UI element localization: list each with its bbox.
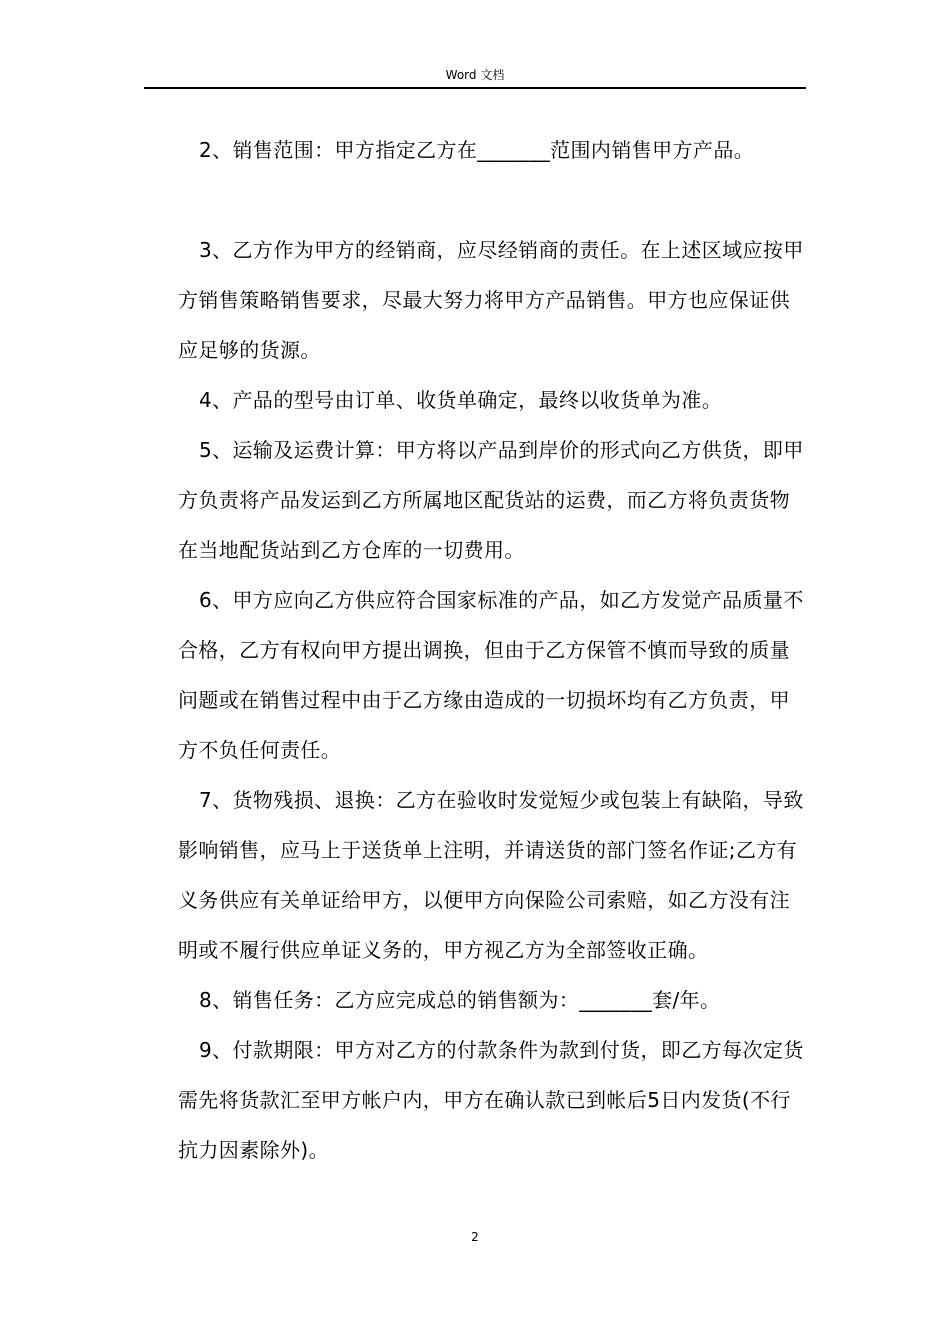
paragraph-clause-3: 3、乙方作为甲方的经销商，应尽经销商的责任。在上述区域应按甲方销售策略销售要求，尽最大努力将甲方产品销售。甲方也应保证供应足够的货源。 — [178, 238, 804, 362]
paragraph-clause-8: 8、销售任务：乙方应完成总的销售额为：_______套/年。 — [199, 988, 721, 1012]
document-body — [178, 125, 808, 1175]
paragraph-clause-2: 2、销售范围：甲方指定乙方在_______范围内销售甲方产品。 — [199, 138, 755, 162]
paragraph-clause-5: 5、运输及运费计算：甲方将以产品到岸价的形式向乙方供货，即甲方负责将产品发运到乙方所属地区配货站的运费，而乙方将负责货物在当地配货站到乙方仓库的一切费用。 — [178, 438, 804, 562]
paragraph-clause-4: 4、产品的型号由订单、收货单确定，最终以收货单为准。 — [199, 388, 723, 412]
header-divider — [144, 87, 806, 89]
paragraph-clause-6: 6、甲方应向乙方供应符合国家标准的产品，如乙方发觉产品质量不合格，乙方有权向甲方提出调换，但由于乙方保管不慎而导致的质量问题或在销售过程中由于乙方缘由造成的一切损坏均有乙方负责，甲方不负任何责任。 — [178, 588, 804, 762]
paragraph-clause-9: 9、付款期限：甲方对乙方的付款条件为款到付货，即乙方每次定货需先将货款汇至甲方帐户内，甲方在确认款已到帐后5日内发货(不行抗力因素除外)。 — [178, 1038, 804, 1162]
page-header-title: Word 文档 — [445, 68, 505, 82]
paragraph-clause-7: 7、货物残损、退换：乙方在验收时发觉短少或包装上有缺陷，导致影响销售，应马上于送货单上注明，并请送货的部门签名作证;乙方有义务供应有关单证给甲方，以便甲方向保险公司索赔，如乙方没有注明或不履行供应单证义务的，甲方视乙方为全部签收正确。 — [178, 788, 804, 962]
page-number: 2 — [471, 1230, 479, 1244]
